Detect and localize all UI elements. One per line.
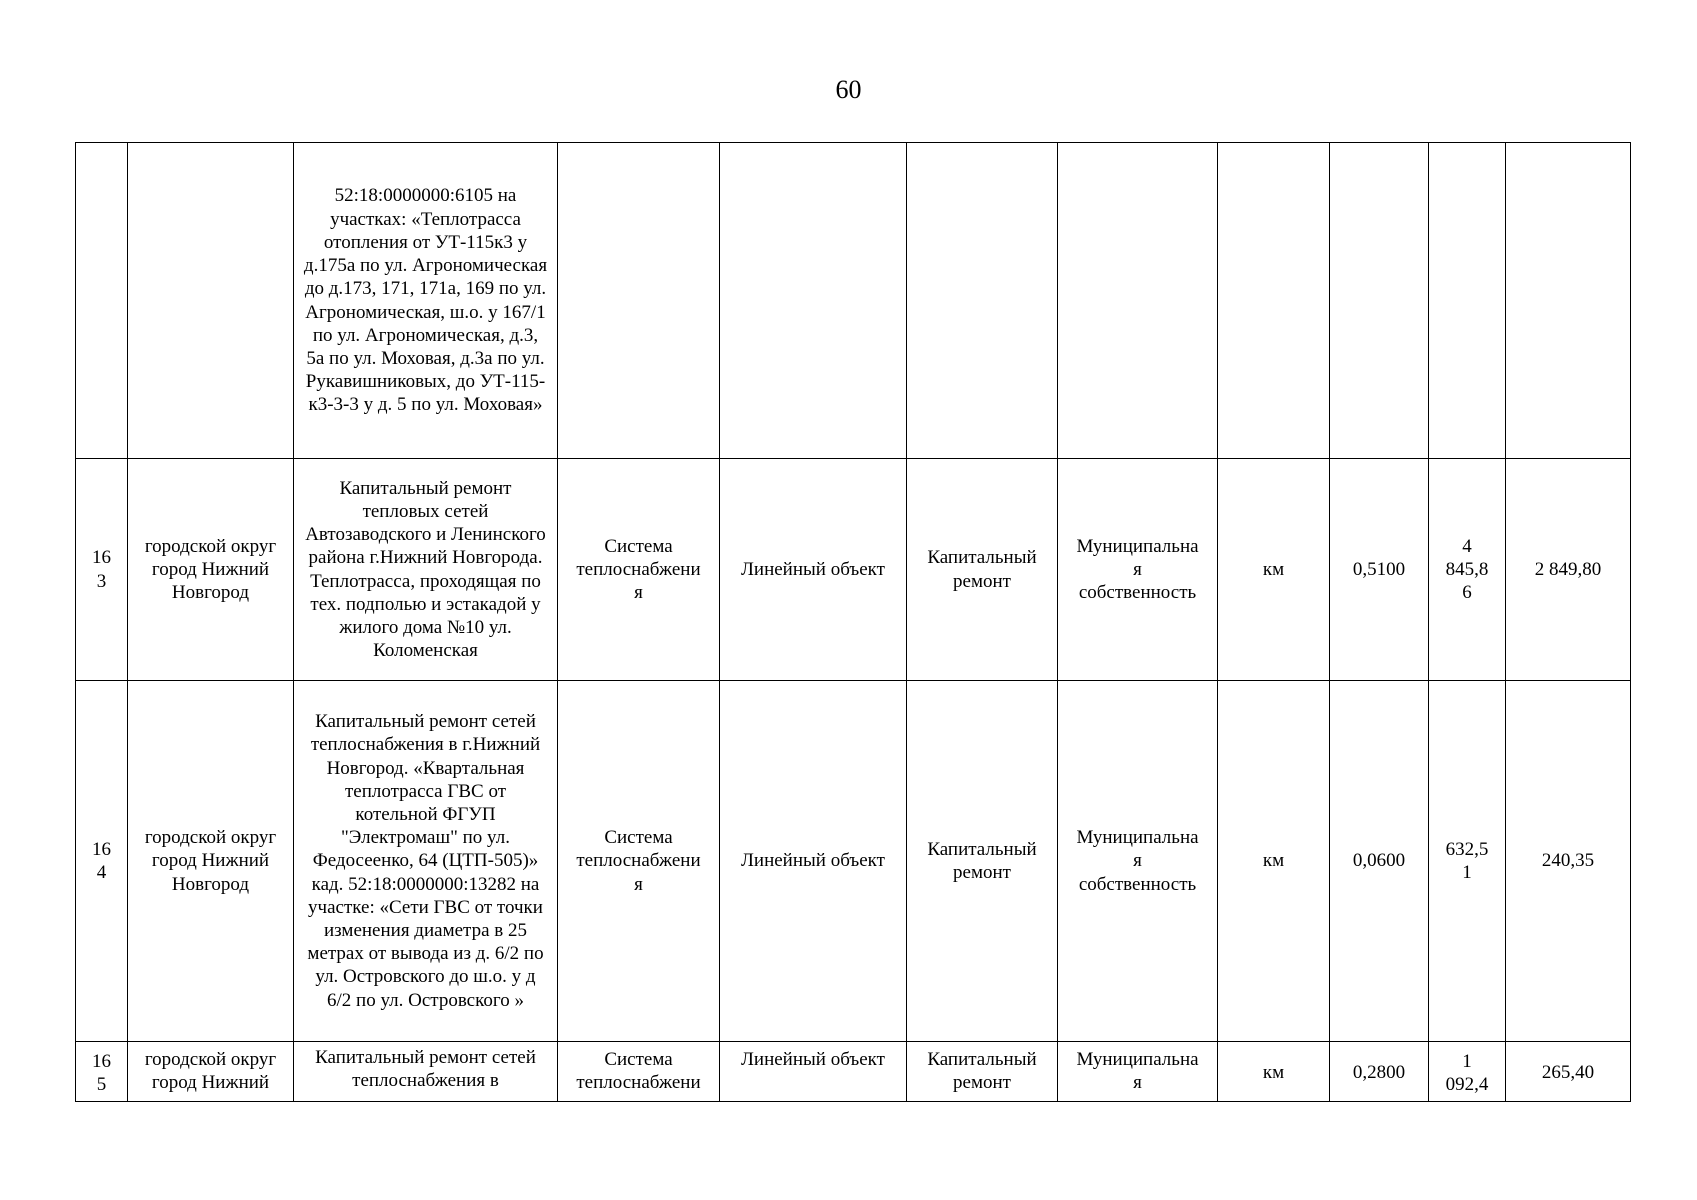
description-cell: [294, 459, 558, 681]
municipality-cell: [128, 143, 294, 459]
row-number-cell: [76, 1042, 128, 1102]
system-cell-text: Система теплоснабжени я: [576, 535, 701, 604]
length-cell-text: 0,5100: [1352, 558, 1406, 580]
ownership-cell: [1058, 459, 1218, 681]
length-cell-text: 0,2800: [1352, 1062, 1406, 1084]
unit-cell-text: км: [1262, 1062, 1285, 1084]
length-cell-text: 0,0600: [1352, 850, 1406, 872]
object-type-cell-text: Линейный объект: [741, 558, 885, 580]
works-table: [75, 142, 1631, 1102]
cost-2-cell: [1506, 681, 1631, 1042]
unit-cell-text: км: [1262, 558, 1285, 580]
work-type-cell-text: Капитальный ремонт: [927, 838, 1037, 883]
description-cell: [294, 681, 558, 1042]
cost-1-cell: [1429, 1042, 1506, 1102]
municipality-cell: [128, 1042, 294, 1102]
ownership-cell: [1058, 1042, 1218, 1102]
unit-cell: [1218, 1042, 1330, 1102]
system-cell: [558, 1042, 720, 1102]
ownership-cell-text: Муниципальна я: [1076, 1049, 1199, 1094]
unit-cell: [1218, 459, 1330, 681]
object-type-cell: [720, 681, 907, 1042]
work-type-cell: [907, 143, 1058, 459]
municipality-cell: [128, 459, 294, 681]
length-cell: [1330, 1042, 1429, 1102]
row-number-cell-text: 16 4: [92, 838, 111, 883]
description-cell-text: Капитальный ремонт тепловых сетей Автозаводского и Ленинского района г.Нижний Новгорода. Теплотрасса, проходящая по тех. подполью и эстакадой у жилого дома №10 ул. Коломенская: [305, 477, 546, 662]
description-cell-text: Капитальный ремонт сетей теплоснабжения в: [315, 1047, 536, 1092]
cost-1-cell-text: 632,5 1: [1445, 838, 1489, 883]
length-cell: [1330, 681, 1429, 1042]
ownership-cell: [1058, 143, 1218, 459]
cost-2-cell-text: 265,40: [1541, 1062, 1595, 1084]
description-cell-text: Капитальный ремонт сетей теплоснабжения в г.Нижний Новгород. «Квартальная теплотрасса ГВС от котельной ФГУП "Электромаш" по ул. Федосеенко, 64 (ЦТП-505)» кад. 52:18:0000000:13282 на участке: «Сети ГВС от точки изменения диаметра в 25 метрах от вывода из д. 6/2 по ул. Островского до ш.о. у д 6/2 по ул. Островского »: [307, 711, 544, 1011]
object-type-cell-text: Линейный объект: [741, 1049, 885, 1070]
row-number-cell: [76, 681, 128, 1042]
cost-2-cell-text: 240,35: [1541, 850, 1595, 872]
cost-2-cell-text: 2 849,80: [1534, 558, 1602, 580]
length-cell: [1330, 143, 1429, 459]
municipality-cell-text: городской округ город Нижний Новгород: [144, 827, 277, 895]
description-cell: [294, 1042, 558, 1102]
system-cell: [558, 681, 720, 1042]
row-number-cell: [76, 459, 128, 681]
row-number-cell: [76, 143, 128, 459]
system-cell: [558, 143, 720, 459]
work-type-cell: [907, 1042, 1058, 1102]
ownership-cell-text: Муниципальна я собственность: [1076, 827, 1199, 895]
description-cell-text: 52:18:0000000:6105 на участках: «Теплотрасса отопления от УТ-115к3 у д.175а по ул. Агрономическая до д.173, 171, 171а, 169 по ул. Агрономическая, ш.о. у 167/1 по ул. Агрономическая, д.3, 5а по ул. Моховая, д.3а по ул. Рукавишниковых, до УТ-115-к3-3-3 у д. 5 по ул. Моховая»: [303, 185, 548, 416]
ownership-cell: [1058, 681, 1218, 1042]
cost-1-cell: [1429, 143, 1506, 459]
object-type-cell: [720, 459, 907, 681]
cost-2-cell: [1506, 459, 1631, 681]
description-cell: [294, 143, 558, 459]
row-number-cell-text: 16 5: [92, 1051, 111, 1096]
municipality-cell: [128, 681, 294, 1042]
municipality-cell-text: городской округ город Нижний: [144, 1049, 277, 1094]
cost-1-cell-text: 1 092,4: [1445, 1051, 1489, 1096]
work-type-cell-text: Капитальный ремонт: [927, 547, 1037, 592]
system-cell-text: Система теплоснабжени: [576, 1049, 701, 1094]
work-type-cell-text: Капитальный ремонт: [927, 1049, 1037, 1094]
object-type-cell: [720, 1042, 907, 1102]
table-row: [76, 1042, 1631, 1102]
row-number-cell-text: 16 3: [92, 547, 111, 592]
table-row: [76, 459, 1631, 681]
object-type-cell-text: Линейный объект: [741, 850, 885, 872]
cost-1-cell: [1429, 459, 1506, 681]
system-cell-text: Система теплоснабжени я: [576, 827, 701, 895]
unit-cell: [1218, 681, 1330, 1042]
municipality-cell-text: городской округ город Нижний Новгород: [144, 535, 277, 604]
object-type-cell: [720, 143, 907, 459]
cost-2-cell: [1506, 1042, 1631, 1102]
unit-cell: [1218, 143, 1330, 459]
table-row: [76, 681, 1631, 1042]
unit-cell-text: км: [1262, 850, 1285, 872]
system-cell: [558, 459, 720, 681]
work-type-cell: [907, 459, 1058, 681]
cost-1-cell-text: 4 845,8 6: [1445, 535, 1489, 604]
cost-1-cell: [1429, 681, 1506, 1042]
work-type-cell: [907, 681, 1058, 1042]
table-row: [76, 143, 1631, 459]
page-number: 60: [835, 75, 862, 104]
cost-2-cell: [1506, 143, 1631, 459]
ownership-cell-text: Муниципальна я собственность: [1076, 535, 1199, 604]
length-cell: [1330, 459, 1429, 681]
